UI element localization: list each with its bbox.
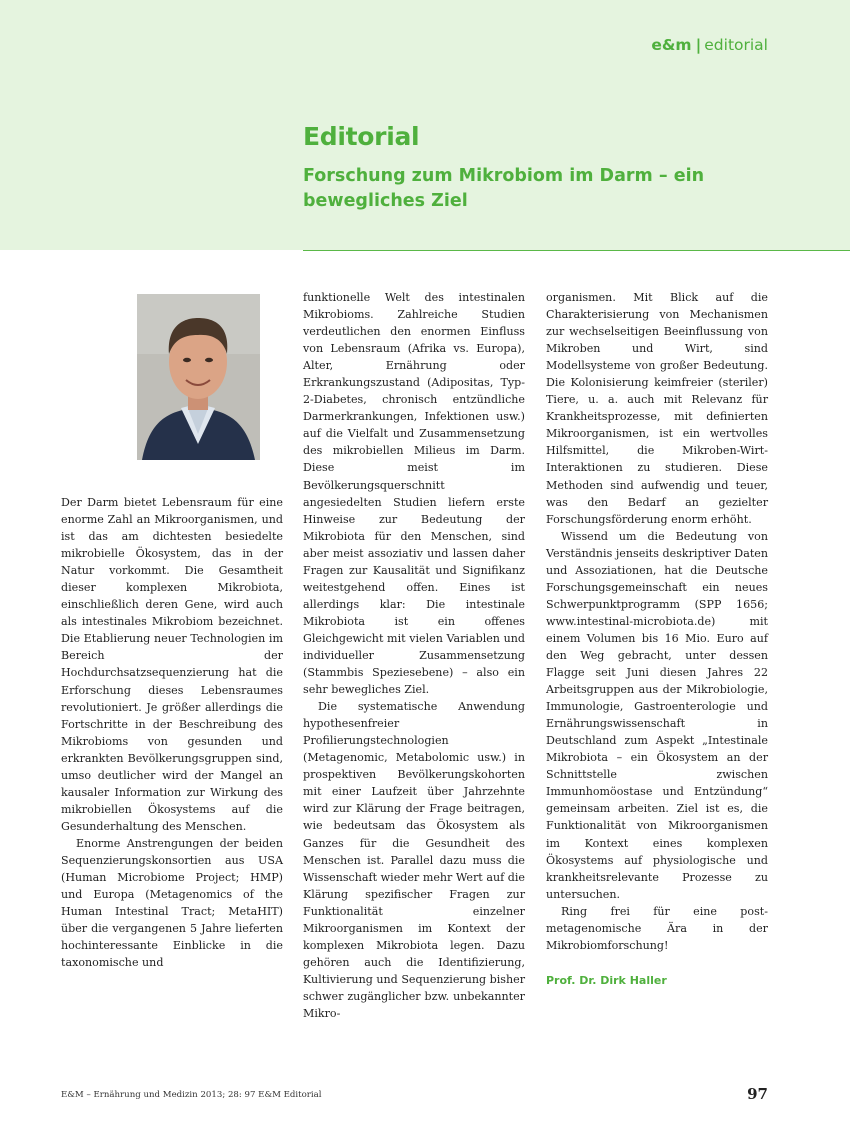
journal-brand: e&m xyxy=(651,36,692,54)
paragraph: Ring frei für eine post-metagenomische Ära in der Mikrobiomforschung! xyxy=(546,904,768,952)
article-column-3 xyxy=(546,289,768,989)
section-name: editorial xyxy=(704,36,768,54)
section-separator: | xyxy=(695,36,702,54)
paragraph: funktionelle Welt des intestinalen Mikrobioms. Zahlreiche Studien verdeutlichen den enormen Einfluss von Lebensraum (Afrika vs. Europa), Alter, Ernährung oder Erkrankungszustand (Adipositas, Typ-2-Diabetes, chronisch entzündliche Darmerkrankungen, Infektionen usw.) auf die Vielfalt und Zusammensetzung des mikrobiellen Milieus im Darm. Diese meist im Bevölkerungsquerschnitt angesiedelten Studien liefern erste Hinweise zur Bedeutung der Mikrobiota für den Menschen, sind aber meist assoziativ und lassen daher Fragen zur Kausalität und Signifikanz weitestgehend offen. Eines ist allerdings klar: Die intestinale Mikrobiota ist ein offenes Gleichgewicht mit vielen Variablen und individueller Zusammensetzung (Stammbis Speziesebene) – also ein sehr bewegliches Ziel. xyxy=(303,291,525,697)
header-divider xyxy=(303,250,850,251)
paragraph: Die systematische Anwendung hypothesenfreier Profilierungstechnologien (Metagenomic, Metabolomic usw.) in prospektiven Bevölkerungskohorten mit einer Laufzeit über Jahrzehnte wird zur Klärung der Frage beitragen, wie bedeutsam das Ökosystem als Ganzes für die Gesundheit des Menschen ist. Parallel dazu muss die Wissenschaft wieder mehr Wert auf die Klärung spezifischer Fragen zur Funktionalität einzelner Mikroorganismen im Kontext der komplexen Mikrobiota legen. Dazu gehören auch die Identifizierung, Kultivierung und Sequenzierung bisher schwer zugänglicher bzw. unbekannter Mikro- xyxy=(303,700,525,1020)
paragraph: Der Darm bietet Lebensraum für eine enorme Zahl an Mikroorganismen, und ist das am dichtesten besiedelte mikrobielle Ökosystem, das in der Natur vorkommt. Die Gesamtheit dieser komplexen Mikrobiota, einschließlich deren Gene, wird auch als intestinales Mikrobiom bezeichnet. Die Etablierung neuer Technologien im Bereich der Hochdurchsatzsequenzierung hat die Erforschung dieses Lebensraumes revolutioniert. Je größer allerdings die Fortschritte in der Beschreibung des Mikrobioms von gesunden und erkrankten Bevölkerungsgruppen sind, umso deutlicher wird der Mangel an kausaler Information zur Wirkung des mikrobiellen Ökosystems auf die Gesunderhaltung des Menschen. xyxy=(61,496,283,833)
article-column-2 xyxy=(303,289,525,1022)
section-tag xyxy=(651,36,768,54)
page-number: 97 xyxy=(747,1085,768,1103)
article-title: Editorial xyxy=(303,122,420,151)
paragraph: Enorme Anstrengungen der beiden Sequenzierungskonsortien aus USA (Human Microbiome Project; HMP) und Europa (Metagenomics of the Human Intestinal Tract; MetaHIT) über die vergangenen 5 Jahre lieferten hochinteressante Einblicke in die taxonomische und xyxy=(61,836,283,970)
article-column-1 xyxy=(61,494,283,971)
paragraph: organismen. Mit Blick auf die Charakterisierung von Mechanismen zur wechselseitigen Beeinflussung von Mikroben und Wirt, sind Modellsysteme von großer Bedeutung. Die Kolonisierung keimfreier (steriler) Tiere, u. a. auch mit Relevanz für Krankheitsprozesse, mit definierten Mikroorganismen, ist ein wertvolles Hilfsmittel, die Mikroben-Wirt-Interaktionen zu studieren. Diese Methoden sind aufwendig und teuer, was den Bedarf an gezielter Forschungsförderung enorm erhöht. xyxy=(546,291,768,526)
author-signature: Prof. Dr. Dirk Haller xyxy=(546,973,667,987)
author-portrait xyxy=(137,294,260,460)
footer-citation: E&M – Ernährung und Medizin 2013; 28: 97 E&M Editorial xyxy=(61,1090,322,1100)
paragraph: Wissend um die Bedeutung von Verständnis jenseits deskriptiver Daten und Assoziationen, hat die Deutsche Forschungsgemeinschaft ein neues Schwerpunktprogramm (SPP 1656; www.intestinal-microbiota.de) mit einem Volumen bis 16 Mio. Euro auf den Weg gebracht, unter dessen Flagge seit Juni diesen Jahres 22 Arbeitsgruppen aus der Mikrobiologie, Immunologie, Gastroenterologie und Ernährungswissenschaft in Deutschland zum Aspekt „Intestinale Mikrobiota – ein Ökosystem an der Schnittstelle zwischen Immunhomöostase und Entzündung“ gemeinsam arbeiten. Ziel ist es, die Funktionalität von Mikroorganismen im Kontext eines komplexen Ökosystems auf physiologische und krankheitsrelevante Prozesse zu untersuchen. xyxy=(546,529,768,901)
article-subtitle: Forschung zum Mikrobiom im Darm – ein bewegliches Ziel xyxy=(303,166,705,211)
